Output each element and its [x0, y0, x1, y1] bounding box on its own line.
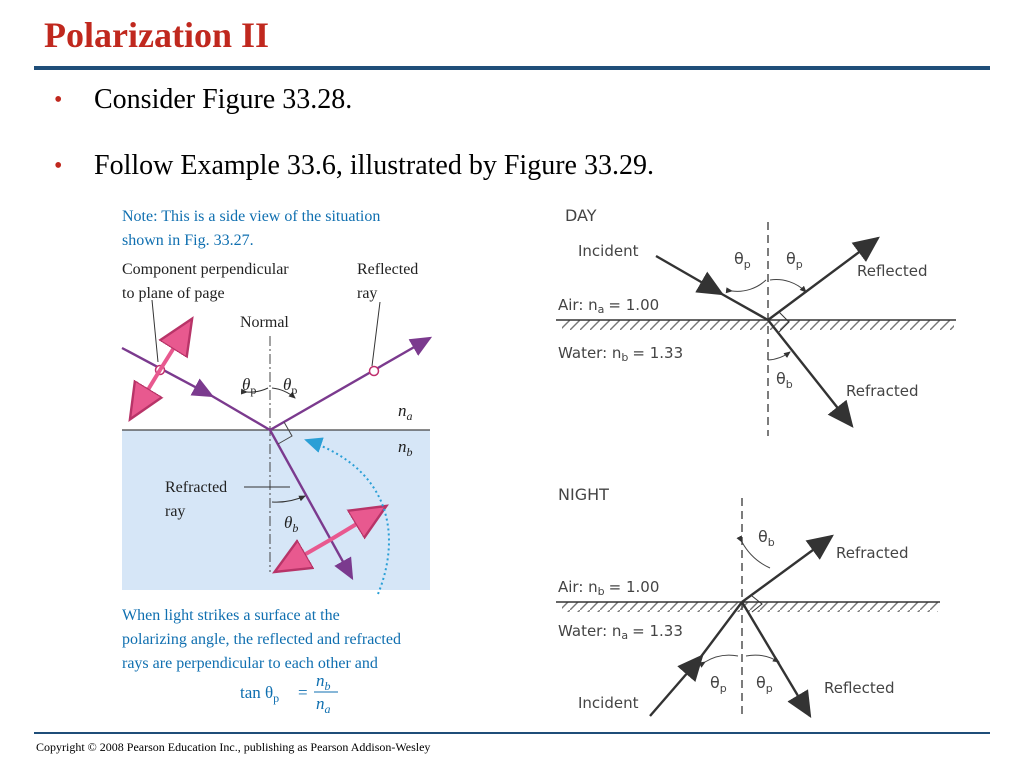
- reflected-label: Reflected: [824, 679, 895, 697]
- incident-label: Incident: [578, 694, 639, 712]
- theta-p-label: $\theta_p$: [283, 375, 298, 397]
- formula-equals: =: [298, 683, 308, 702]
- slide-title: Polarization II: [44, 15, 269, 55]
- night-diagram: [556, 485, 940, 716]
- footer-divider: [34, 732, 990, 734]
- angle-arc-icon: [770, 280, 806, 292]
- theta-p-label: $\theta_p$: [710, 673, 727, 695]
- n-a-label: $n_a$: [398, 401, 413, 423]
- angle-arc-icon: [705, 655, 738, 662]
- theta-p-label: $\theta_p$: [242, 375, 257, 397]
- water-index-label: Water: $n_b = 1.33$: [558, 344, 684, 364]
- theta-p-label: $\theta_p$: [786, 249, 803, 271]
- surface-hatch: [562, 602, 938, 612]
- caption-text: rays are perpendicular to each other and: [122, 655, 378, 672]
- bullet-text: Follow Example 33.6, illustrated by Figure 33.29.: [94, 150, 654, 181]
- theta-b-label: $\theta_b$: [758, 527, 775, 549]
- normal-label: Normal: [240, 314, 289, 331]
- reflected-ray-label: Reflected: [357, 261, 419, 278]
- bullet-dot-icon: •: [54, 87, 63, 113]
- theta-p-label: $\theta_p$: [734, 249, 751, 271]
- bullet-text: Consider Figure 33.28.: [94, 84, 353, 115]
- theta-p-label: $\theta_p$: [756, 673, 773, 695]
- reflected-ray-label: ray: [357, 285, 378, 302]
- air-index-label: Air: $n_b = 1.00$: [558, 578, 660, 598]
- formula-lhs: $\tan \theta_p$: [240, 683, 280, 705]
- refracted-label: Refracted: [836, 544, 909, 562]
- reflected-label: Reflected: [857, 262, 928, 280]
- incident-ray: [720, 293, 768, 320]
- refracted-ray-label: ray: [165, 503, 186, 520]
- leader-line: [152, 300, 158, 362]
- caption-text: When light strikes a surface at the: [122, 607, 340, 624]
- component-label: Component perpendicular: [122, 261, 289, 278]
- caption-text: polarizing angle, the reflected and refracted: [122, 631, 401, 648]
- incident-label: Incident: [578, 242, 639, 260]
- angle-arc-icon: [732, 280, 766, 291]
- formula-numerator: $n_b$: [316, 671, 331, 693]
- note-text: shown in Fig. 33.27.: [122, 232, 254, 249]
- refracted-label: Refracted: [846, 382, 919, 400]
- polarization-dot-icon: [370, 367, 379, 376]
- reflected-ray: [742, 602, 810, 716]
- theta-b-label: $\theta_b$: [776, 369, 793, 391]
- water-index-label: Water: $n_a = 1.33$: [558, 622, 683, 642]
- note-text: Note: This is a side view of the situation: [122, 208, 381, 225]
- refracted-ray: [742, 536, 832, 602]
- component-label: to plane of page: [122, 285, 225, 302]
- refracted-ray-label: Refracted: [165, 479, 228, 496]
- air-index-label: Air: $n_a = 1.00$: [558, 296, 660, 316]
- angle-arc-icon: [768, 352, 790, 360]
- day-heading: DAY: [565, 206, 597, 225]
- incident-ray: [656, 256, 722, 294]
- surface-hatch: [562, 320, 954, 330]
- bullet-dot-icon: •: [54, 153, 63, 179]
- day-diagram: [556, 206, 956, 436]
- incident-ray: [650, 656, 702, 716]
- incident-ray: [212, 396, 270, 430]
- theta-b-label: $\theta_b$: [284, 513, 299, 535]
- formula-denominator: $n_a$: [316, 694, 331, 716]
- leader-line: [372, 302, 380, 366]
- component-arrow-icon: [132, 370, 160, 416]
- copyright-text: Copyright © 2008 Pearson Education Inc., publishing as Pearson Addison-Wesley: [36, 740, 431, 754]
- component-arrow-icon: [160, 322, 190, 370]
- night-heading: NIGHT: [558, 485, 609, 504]
- n-b-label: $n_b$: [398, 437, 413, 459]
